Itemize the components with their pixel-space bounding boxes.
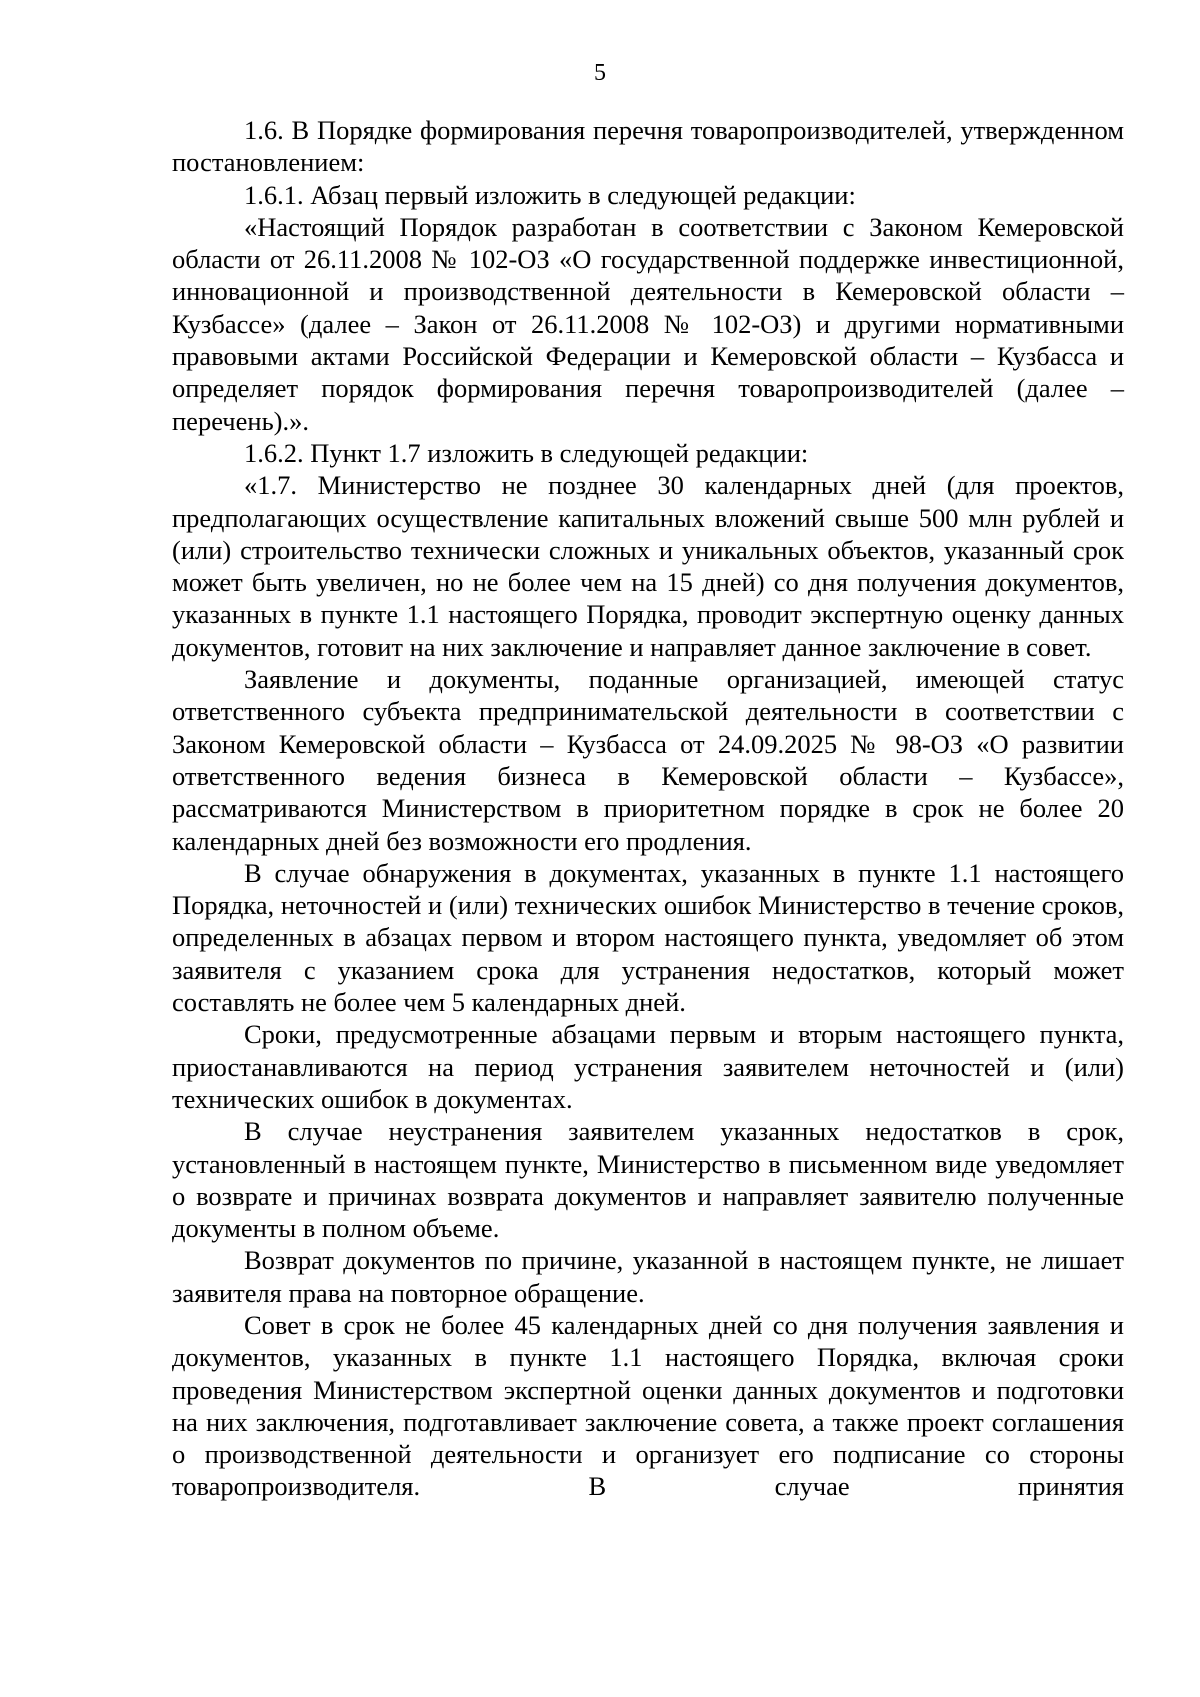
document-body xyxy=(172,114,1124,1503)
paragraph-1-7: «1.7. Министерство не позднее 30 календарных дней (для проектов, предполагающих осуществление капитальных вложений свыше 500 млн рублей и (или) строительство технически сложных и уникальных объектов, указанный срок может быть увеличен, но не более чем на 15 дней) со дня получения документов, указанных в пункте 1.1 настоящего Порядка, проводит экспертную оценку данных документов, готовит на них заключение и направляет данное заключение в совет. xyxy=(172,470,1124,662)
paragraph-suspension: Сроки, предусмотренные абзацами первым и вторым настоящего пункта, приостанавливаются на период устранения заявителем неточностей и (или) технических ошибок в документах. xyxy=(172,1019,1124,1114)
paragraph-1-6-1: 1.6.1. Абзац первый изложить в следующей редакции: xyxy=(244,179,856,210)
paragraph-return: Возврат документов по причине, указанной в настоящем пункте, не лишает заявителя права на повторное обращение. xyxy=(172,1245,1124,1308)
paragraph-errors: В случае обнаружения в документах, указанных в пункте 1.1 настоящего Порядка, неточностей и (или) технических ошибок Министерство в течение сроков, определенных в абзацах первом и втором настоящего пункта, уведомляет об этом заявителя с указанием срока для устранения недостатков, который может составлять не более чем 5 календарных дней. xyxy=(172,857,1124,1018)
page-number: 5 xyxy=(594,60,606,86)
paragraph-new-first-abzac: «Настоящий Порядок разработан в соответствии с Законом Кемеровской области от 26.11.2008 № 102-ОЗ «О государственной поддержке инвестиционной, инновационной и производственной деятельности в Кемеровской области – Кузбассе» (далее – Закон от 26.11.2008 № 102-ОЗ) и другими нормативными правовыми актами Российской Федерации и Кемеровской области – Кузбасса и определяет порядок формирования перечня товаропроизводителей (далее – перечень).». xyxy=(172,211,1124,436)
paragraph-council: Совет в срок не более 45 календарных дней со дня получения заявления и документов, указанных в пункте 1.1 настоящего Порядка, включая сроки проведения Министерством экспертной оценки данных документов и подготовки на них заключения, подготавливает заключение совета, а также проект соглашения о производственной деятельности и организует его подписание со стороны товаропроизводителя. В случае принятия xyxy=(172,1309,1124,1502)
paragraph-1-6-2: 1.6.2. Пункт 1.7 изложить в следующей редакции: xyxy=(244,437,809,468)
paragraph-priority-review: Заявление и документы, поданные организацией, имеющей статус ответственного субъекта предпринимательской деятельности в соответствии с Законом Кемеровской области – Кузбасса от 24.09.2025 № 98-ОЗ «О развитии ответственного ведения бизнеса в Кемеровской области – Кузбассе», рассматриваются Министерством в приоритетном порядке в срок не более 20 календарных дней без возможности его продления. xyxy=(172,664,1124,856)
paragraph-1-6: 1.6. В Порядке формирования перечня товаропроизводителей, утвержденном постановлением: xyxy=(172,115,1124,178)
paragraph-non-correction: В случае неустранения заявителем указанных недостатков в срок, установленный в настоящем пункте, Министерство в письменном виде уведомляет о возврате и причинах возврата документов и направляет заявителю полученные документы в полном объеме. xyxy=(172,1116,1124,1244)
